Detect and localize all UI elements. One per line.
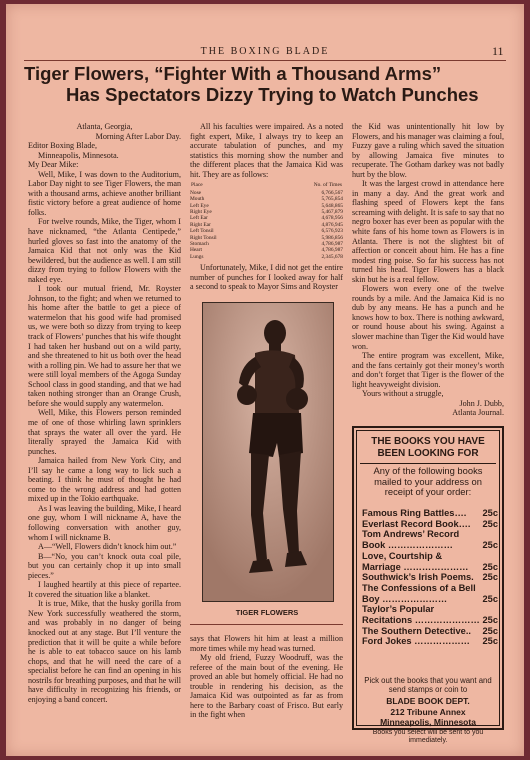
ad-rule [360,463,496,464]
punch-count: 4,786,987 [321,240,343,247]
table-body [190,190,343,260]
punch-place: Left Ear [190,215,208,222]
book-title: Love, Courtship & Marriage ………………… [362,550,469,572]
book-list [362,508,498,647]
article-column-2-top [190,122,343,292]
header-rule [24,60,506,61]
paragraph: Well, Mike, I was down to the Auditorium, Labor Day night to see Tiger Flowers, the man with a thousand arms, achieve another brilliant fistic victory before a great audience of home folks. [28,169,181,217]
punch-count: 5,467,879 [321,208,343,215]
list-item [362,529,498,550]
punch-count: 4,678,956 [321,215,343,222]
running-head: THE BOXING BLADE [200,46,330,57]
punch-statistics-table [190,181,343,260]
punch-count: 5,765,854 [321,196,343,203]
book-title: The Southern Detective.. [362,625,472,636]
punch-place: Right Tonsil [190,234,217,241]
punch-place: Left Eye [190,202,209,209]
ad-instructions: Pick out the books that you want and send stamps or coin to [364,676,492,694]
signature-name: John J. Dubb, [459,398,504,408]
article-column-2-bottom [190,634,343,720]
punch-place: Left Tonsil [190,228,214,235]
punch-place: Mouth [190,196,205,203]
ad-dept-street: 212 Tribune Annex [390,706,466,717]
punch-place: Stomach [190,240,209,247]
list-item [362,636,498,647]
ad-address [360,696,496,728]
boxer-photo [202,302,334,602]
punch-count: 2,345,678 [321,253,343,260]
ad-dept-name: BLADE BOOK DEPT. [386,696,470,706]
punch-place: Lungs [190,253,204,260]
addressee-line-2: Minneapolis, Minnesota. [38,150,119,160]
paragraph: A—“Well, Flowers didn’t knock him out.” [38,542,177,552]
paragraph: Unfortunately, Mike, I did not get the entire number of punches for I looked away for half a second to speak to Mayor Sims and Royster [190,263,343,292]
paragraph: I took our mutual friend, Mr. Royster Johnson, to the fight; and when we returned to his home after the battle to get a piece of watermelon that his good wife had promised us, we were both so dizzy from trying to keep track of Flowers’ punches that his wife thought I had taken her husband out on a wild party, and she threatened to hit us both over the head with a rolling pin. We had to assure her that we were still loyal members of the Agoga Sunday School class in good standing, and that we had taken nothing stronger than an Orange Crush, before she would supply any watermelon. [28,284,181,408]
list-item [362,583,498,604]
book-price: 25c [482,561,498,572]
page-number: 11 [492,44,504,58]
paragraph: All his faculties were impaired. As a noted fight expert, Mike, I always try to keep an accurate tabulation of punches, and my statistics this morning show the number and the different places that the Jamaica Kid was hit. They are as follows: [190,122,343,179]
table-row [190,254,343,260]
book-price: 25c [482,572,498,583]
punch-place: Heart [190,247,202,254]
table-header-row [190,181,343,189]
punch-count: 4,786,987 [321,247,343,254]
photo-caption: TIGER FLOWERS [235,608,299,617]
book-title: Ford Jokes ……………… [362,636,470,647]
book-title: The Confessions of a Bell Boy ………………… [362,582,476,604]
punch-count: 5,986,856 [321,234,343,241]
dateline-place: Atlanta, Georgia, [76,122,133,131]
boxer-figure-icon [203,303,333,601]
headline-line-2: Has Spectators Dizzy Trying to Watch Punches [66,84,479,105]
book-price: 25c [482,615,498,626]
signature-paper: Atlanta Journal. [452,408,504,418]
salutation: My Dear Mike: [28,160,79,170]
headline-line-1: Tiger Flowers, “Fighter With a Thousand Arms” [24,63,442,84]
ad-title-line-1: THE BOOKS YOU HAVE [371,436,485,447]
ad-title [354,436,502,459]
magazine-page [6,4,524,756]
list-item [362,572,498,583]
paragraph: It was the largest crowd in attendance here in many a day. And the great work and flashing speed of Flowers kept the fans screaming with delight. It is safe to say that no negro boxer has ever been as popular with the white fans of his home town as Flowers is in Atlanta. There is not the slightest bit of affection or conceit about him. He has a fine modest ring poise. So far his success has not turned his head. Tiger Flowers has a black skin but he is a real fellow. [352,179,504,284]
addressee-line-1: Editor Boxing Blade, [28,141,98,151]
paragraph: My old friend, Fuzzy Woodruff, was the referee of the main bout of the evening. He proved an able but homely official. He had no trouble in rendering his decision, as the Jamaica Kid was outpointed as far as from here to the Barbary coast of Frisco. But early in the fight when [190,653,343,720]
closing: Yours without a struggle, [362,389,444,399]
caption-rule [190,624,343,625]
book-price: 25c [482,508,498,518]
punch-count: 4,876,945 [321,221,343,228]
paragraph: Jamaica hailed from New York City, and I’ll say he came a long way to lick such a beating. I think he must of thought he had come to the wrong address and had gotten mixed up in the Tokio earthquake. [28,456,181,504]
dateline-date: Morning After Labor Day. [95,131,181,141]
book-title: Tom Andrews’ Record Book ………………… [362,529,460,551]
paragraph: says that Flowers hit him at least a million more times while my head was turned. [190,634,343,653]
punch-count: 6,766,567 [321,189,343,196]
punch-place: Right Ear [190,221,211,228]
book-title: Taylor’s Popular Recitations ………………… [362,604,480,626]
book-price: 25c [482,593,498,604]
list-item [362,508,498,519]
list-item [362,519,498,530]
list-item [362,604,498,625]
punch-place: Nose [190,189,202,196]
punch-count: 5,648,865 [321,202,343,209]
paragraph: I laughed heartily at this piece of repartee. It covered the situation like a blanket. [28,580,181,599]
paragraph: As I was leaving the building, Mike, I heard one guy, whom I will nickname A, have the following conversation with another guy, whom I will nickname B. [28,503,181,542]
book-title: Everlast Record Book…. [362,518,471,529]
paragraph: It is true, Mike, that the husky gorilla from New York successfully weathered the storm, and was probably in no danger of being knocked out at any stage. But I’ll venture the prediction that it will be quite a while before he is able to eat tobacco sauce on his lamb chops, and that he will need the care of a specialist before he can find an opening in his nostrils for breathing purposes, and that he will have difficulty in recognizing his friends, or enjoying a band concert. [28,599,181,704]
paragraph: Flowers won every one of the twelve rounds by a mile. And the Jamaica Kid is no dub by any means. He has a punch and he knows how to box. There is nothing awkward, or round house about his swing. Against a slower machine than Tiger the Kid would have won. [352,284,504,351]
list-item [362,551,498,572]
book-title: Southwick’s Irish Poems. [362,572,474,583]
paragraph: B—“No, you can’t knock outa coal pile, but you can certainly chop it up into small pieces.” [28,551,181,580]
book-advertisement [352,426,504,744]
paragraph: the Kid was unintentionally hit low by Flowers, and his manager was claiming a foul, Fuzzy gave a ruling which saved the situation by allowing Jamaica five minutes to recuperate. The Gotham darkey was not badly hurt by the blow. [352,122,504,179]
book-price: 25c [482,540,498,551]
punch-place: Right Eye [190,208,212,215]
book-title: Famous Ring Battles…. [362,508,467,518]
header-count: No. of Times [313,182,342,189]
paragraph: The entire program was excellent, Mike, and the fans certainly got their money’s worth and don’t forget that Tiger is the flower of the light heavyweight division. [352,351,504,389]
ad-dept-city: Minneapolis, Minnesota [380,717,476,727]
paragraph: For twelve rounds, Mike, the Tiger, whom I have nicknamed, “the Atlanta Centipede,” hurled gloves so fast into the anatomy of the Jamaica Kid that not only was the Kid bewildered, but the audience as well. I am still dizzy from trying to follow Flowers with the naked eye. [28,217,181,284]
ad-footer: Books you select will be sent to you immediately. [372,729,484,744]
header-place: Place [191,182,203,189]
book-price: 25c [482,518,498,529]
paragraph: Well, Mike, this Flowers person reminded me of one of those whirling lawn sprinklers that sprays the water all over the yard. He literally sprayed the Jamaica Kid with punches. [28,408,181,456]
list-item [362,626,498,637]
article-column-1 [28,122,181,704]
ad-intro: Any of the following books mailed to your address on receipt of your order: [373,465,483,498]
article-column-3 [352,122,504,418]
punch-count: 6,576,923 [321,228,343,235]
ad-title-line-2: BEEN LOOKING FOR [377,447,479,459]
book-price: 25c [482,625,498,636]
book-price: 25c [482,636,498,647]
